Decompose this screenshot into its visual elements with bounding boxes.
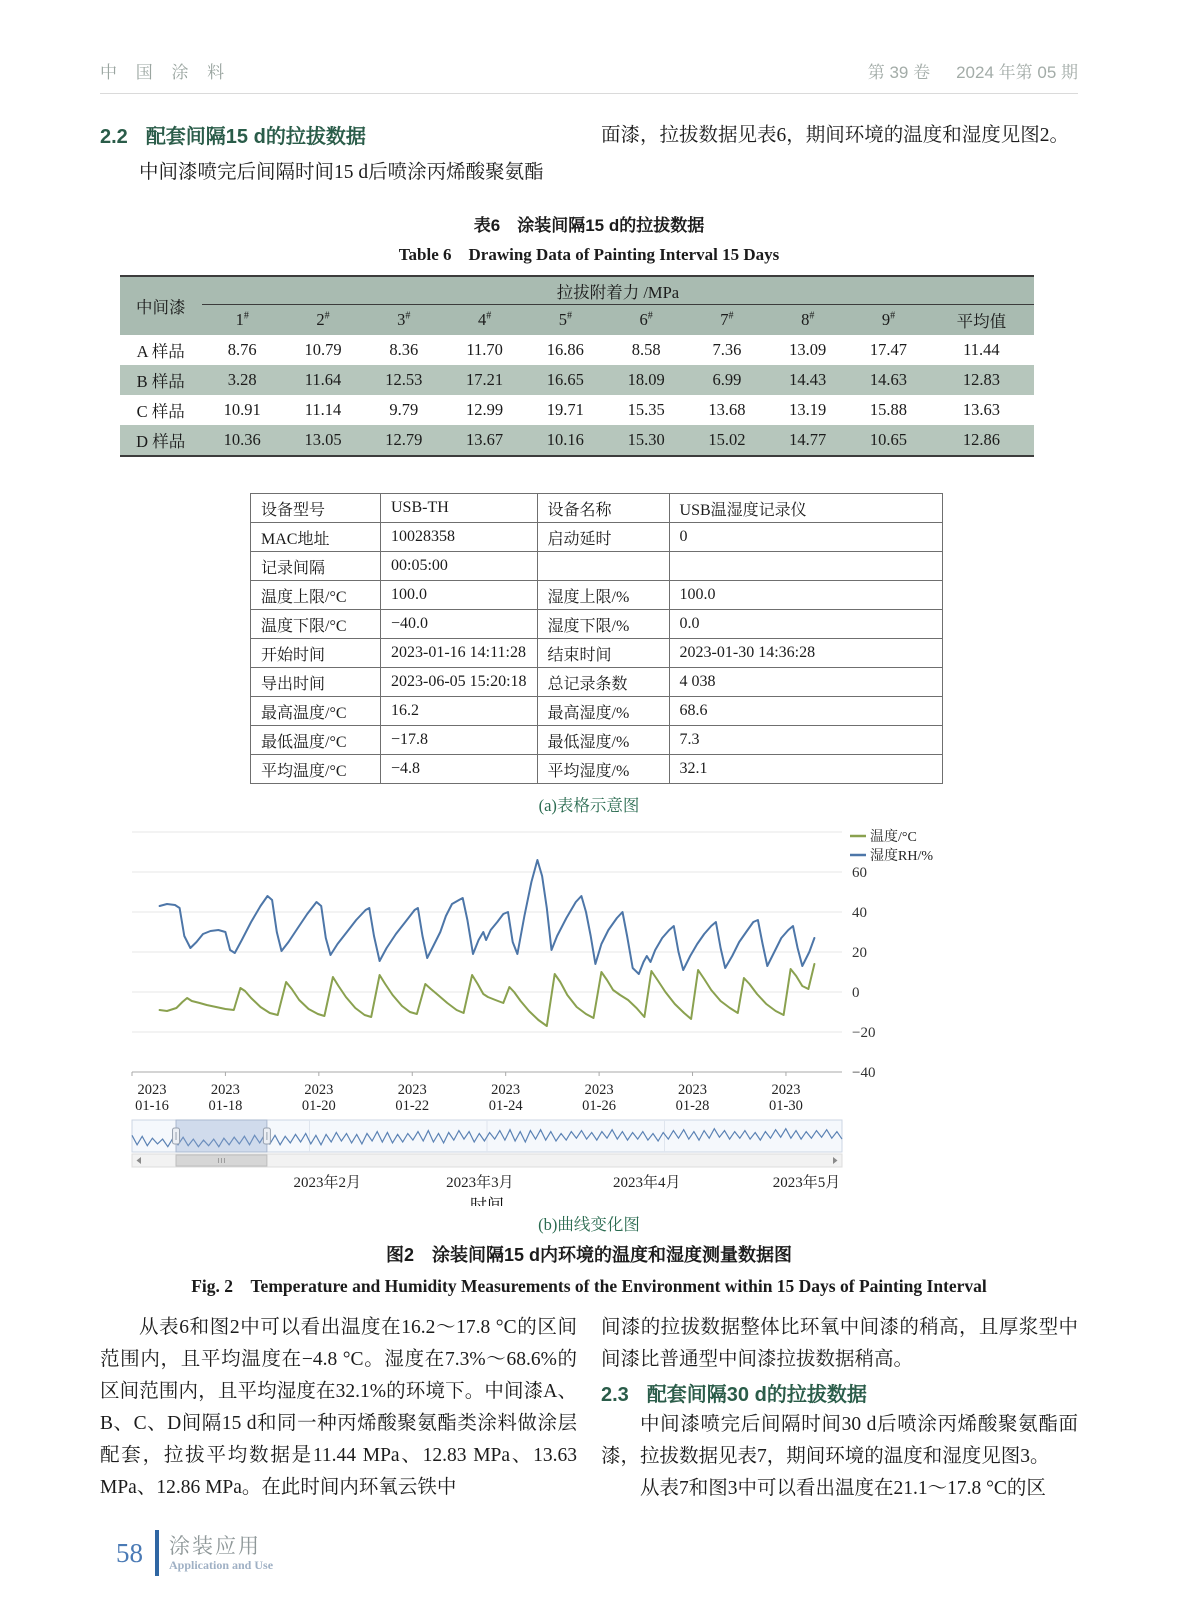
device-table-cell: 设备型号 xyxy=(251,494,381,523)
device-table-cell: 导出时间 xyxy=(251,668,381,697)
page-footer xyxy=(116,1530,273,1576)
table6-col-header: 8# xyxy=(767,305,848,336)
table6-cell: 10.65 xyxy=(848,425,929,456)
device-table-cell: 湿度下限/% xyxy=(537,610,669,639)
y-tick-label: −20 xyxy=(852,1025,876,1041)
device-table-cell: 最高温度/°C xyxy=(251,697,381,726)
device-info-table xyxy=(250,493,943,784)
device-table-row xyxy=(251,494,943,523)
table6-col-header: 1# xyxy=(202,305,283,336)
section-2-2-title: 配套间隔15 d的拉拔数据 xyxy=(145,126,366,148)
device-table-cell: 0 xyxy=(669,523,942,552)
device-table-cell: 4 038 xyxy=(669,668,942,697)
table6-col-header: 3# xyxy=(363,305,444,336)
table6-cell: 19.71 xyxy=(546,400,584,419)
navigator-month-label: 2023年5月 xyxy=(772,1175,841,1191)
x-tick-label-date: 01-22 xyxy=(395,1098,430,1114)
discussion-right-paragraph-2: 中间漆喷完后间隔时间30 d后喷涂丙烯酸聚氨酯面漆，拉拔数据见表7，期间环境的温度和湿度见图3。 xyxy=(601,1414,1078,1467)
table6-head xyxy=(120,276,1034,335)
x-tick-label-date: 01-30 xyxy=(769,1098,803,1114)
table6-row xyxy=(120,365,1034,395)
device-table-cell xyxy=(669,552,942,581)
table6-body xyxy=(120,335,1034,456)
volume-label: 第 39 卷 xyxy=(867,63,931,82)
x-axis-title: 时间 xyxy=(470,1196,504,1206)
series-temperature xyxy=(160,964,815,1026)
device-table-cell: 100.0 xyxy=(381,581,538,610)
device-table-cell: 10028358 xyxy=(381,523,538,552)
section-2-2-paragraph-left: 中间漆喷完后间隔时间15 d后喷涂丙烯酸聚氨酯 xyxy=(139,162,544,183)
footer-section-en: Application and Use xyxy=(169,1558,274,1572)
device-table-cell: −4.8 xyxy=(381,755,538,784)
x-tick-label-date: 01-20 xyxy=(301,1098,336,1114)
device-table-cell: 100.0 xyxy=(669,581,942,610)
device-table-cell: 最低温度/°C xyxy=(251,726,381,755)
device-table-cell: 平均湿度/% xyxy=(537,755,669,784)
device-table-cell: USB-TH xyxy=(381,494,538,523)
device-table-cell: 7.3 xyxy=(669,726,942,755)
table6-cell: 11.70 xyxy=(466,340,503,359)
device-table-row xyxy=(251,581,943,610)
device-table-row xyxy=(251,668,943,697)
y-tick-label: −40 xyxy=(852,1065,876,1081)
table6-sample-label: A 样品 xyxy=(136,342,185,361)
device-table-cell: 最高湿度/% xyxy=(537,697,669,726)
table6-cell: 14.77 xyxy=(767,425,848,456)
x-tick-label: 2023 xyxy=(304,1082,334,1098)
section-2-3-number: 2.3 xyxy=(601,1384,629,1406)
table6-caption-en: Table 6 Drawing Data of Painting Interval 15 Days xyxy=(398,245,780,264)
device-table-cell: −17.8 xyxy=(381,726,538,755)
device-table-cell: USB温湿度记录仪 xyxy=(669,494,942,523)
table6-cell: 7.36 xyxy=(712,340,742,359)
navigator-month-label: 2023年4月 xyxy=(612,1175,681,1191)
device-table-cell: −40.0 xyxy=(381,610,538,639)
device-table-cell: 最低湿度/% xyxy=(537,726,669,755)
table6-cell: 12.83 xyxy=(929,365,1034,395)
device-table-cell xyxy=(537,552,669,581)
x-tick-label: 2023 xyxy=(397,1082,427,1098)
header-rule xyxy=(100,93,1078,94)
device-table-row xyxy=(251,697,943,726)
table6-cell: 10.79 xyxy=(304,340,342,359)
section-2-2-heading xyxy=(100,120,577,149)
table6 xyxy=(120,275,1034,457)
table6-cell: 18.09 xyxy=(606,365,687,395)
table6-col-header: 9# xyxy=(848,305,929,336)
footer-section-cn: 涂装应用 xyxy=(169,1534,261,1558)
footer-divider-bar xyxy=(155,1530,159,1576)
y-tick-label: 0 xyxy=(852,985,860,1001)
table6-cell: 12.86 xyxy=(929,425,1034,456)
figure2-chart xyxy=(124,824,964,1206)
device-table-cell: 32.1 xyxy=(669,755,942,784)
page-number: 58 xyxy=(116,1537,143,1568)
device-table-cell: 0.0 xyxy=(669,610,942,639)
device-table-body xyxy=(251,494,943,784)
x-tick-label: 2023 xyxy=(491,1082,521,1098)
table6-row-header: 中间漆 xyxy=(120,276,202,335)
x-tick-label-date: 01-26 xyxy=(582,1098,617,1114)
x-tick-label: 2023 xyxy=(210,1082,240,1098)
intro-columns xyxy=(100,120,1078,189)
table6-cell: 10.36 xyxy=(202,425,283,456)
table6-cell: 12.99 xyxy=(466,400,504,419)
figure2-caption-cn: 图2 涂装间隔15 d内环境的温度和湿度测量数据图 xyxy=(385,1245,793,1265)
device-table-row xyxy=(251,552,943,581)
table6-col-header: 7# xyxy=(687,305,768,336)
table6-cell: 15.88 xyxy=(869,400,908,419)
table6-group-header: 拉拔附着力 /MPa xyxy=(202,276,1034,305)
x-tick-label: 2023 xyxy=(678,1082,708,1098)
table6-col-header: 4# xyxy=(444,305,525,336)
table6-cell: 10.16 xyxy=(525,425,606,456)
device-table-row xyxy=(251,726,943,755)
discussion-left-column xyxy=(100,1312,577,1505)
device-table-cell: 总记录条数 xyxy=(537,668,669,697)
table6-cell: 8.58 xyxy=(631,340,661,359)
subfigure-b-caption: (b)曲线变化图 xyxy=(538,1215,640,1234)
figure2-caption-en: Fig. 2 Temperature and Humidity Measurements of the Environment within 15 Days of Painting Interval xyxy=(191,1276,987,1296)
legend-label: 湿度RH/% xyxy=(870,849,933,864)
table6-cell: 13.63 xyxy=(962,400,1000,419)
table6-col-header: 6# xyxy=(606,305,687,336)
table6-avg-header: 平均值 xyxy=(929,305,1034,336)
table6-row xyxy=(120,425,1034,456)
y-tick-label: 60 xyxy=(852,865,867,881)
figure2-chart-wrap xyxy=(124,824,964,1211)
table6-sample-label: D 样品 xyxy=(120,425,202,456)
intro-left-column xyxy=(100,120,577,189)
table6-cell: 11.64 xyxy=(283,365,364,395)
x-tick-label: 2023 xyxy=(584,1082,614,1098)
table6-cell: 13.05 xyxy=(283,425,364,456)
table6-cell: 13.68 xyxy=(708,400,746,419)
device-table-cell: 湿度上限/% xyxy=(537,581,669,610)
section-2-2-paragraph-right: 面漆，拉拔数据见表6，期间环境的温度和湿度见图2。 xyxy=(601,125,1070,146)
table6-cell: 13.09 xyxy=(789,340,827,359)
device-table-cell: 启动延时 xyxy=(537,523,669,552)
x-tick-label-date: 01-24 xyxy=(488,1098,523,1114)
device-table-row xyxy=(251,610,943,639)
table6-cell: 15.30 xyxy=(606,425,687,456)
device-table-cell: 平均温度/°C xyxy=(251,755,381,784)
table6-cell: 8.76 xyxy=(227,340,257,359)
x-tick-label-date: 01-28 xyxy=(675,1098,710,1114)
intro-right-column xyxy=(601,120,1078,189)
table6-cell: 13.67 xyxy=(444,425,525,456)
table6-cell: 12.79 xyxy=(363,425,444,456)
device-table-cell: 00:05:00 xyxy=(381,552,538,581)
device-table-cell: 68.6 xyxy=(669,697,942,726)
table6-caption-cn: 表6 涂装间隔15 d的拉拔数据 xyxy=(473,216,705,235)
journal-name: 中 国 涂 料 xyxy=(100,63,232,82)
x-tick-label: 2023 xyxy=(137,1082,167,1098)
device-table-row xyxy=(251,639,943,668)
device-table-cell: 2023-01-30 14:36:28 xyxy=(669,639,942,668)
device-table-cell: 结束时间 xyxy=(537,639,669,668)
table6-cell: 12.53 xyxy=(363,365,444,395)
table6-cell: 17.21 xyxy=(444,365,525,395)
discussion-columns xyxy=(100,1312,1078,1505)
issue-label: 2024 年第 05 期 xyxy=(956,63,1078,82)
table6-cell: 9.79 xyxy=(389,400,419,419)
table6-cell: 16.86 xyxy=(546,340,584,359)
device-table-cell: 设备名称 xyxy=(537,494,669,523)
table6-cell: 17.47 xyxy=(869,340,908,359)
subfigure-a-caption: (a)表格示意图 xyxy=(538,796,640,815)
x-tick-label: 2023 xyxy=(771,1082,801,1098)
navigator-month-label: 2023年3月 xyxy=(446,1175,514,1191)
table6-row xyxy=(120,335,1034,365)
discussion-right-paragraph-1: 间漆的拉拔数据整体比环氧中间漆的稍高，且厚浆型中间漆比普通型中间漆拉拔数据稍高。 xyxy=(601,1317,1078,1370)
table6-cell: 3.28 xyxy=(202,365,283,395)
table6-cell: 8.36 xyxy=(389,340,419,359)
y-tick-label: 20 xyxy=(852,945,867,961)
footer-section xyxy=(169,1534,273,1572)
table6-cell: 13.19 xyxy=(789,400,827,419)
device-table-cell: 温度下限/°C xyxy=(251,610,381,639)
table6-cell: 14.43 xyxy=(767,365,848,395)
device-table-row xyxy=(251,523,943,552)
table6-cell: 15.35 xyxy=(627,400,665,419)
device-table-cell: 16.2 xyxy=(381,697,538,726)
device-table-cell: 温度上限/°C xyxy=(251,581,381,610)
table6-cell: 10.91 xyxy=(223,400,261,419)
table6-cell: 11.14 xyxy=(304,400,342,419)
x-tick-label-date: 01-16 xyxy=(135,1098,169,1114)
table6-row xyxy=(120,395,1034,425)
table6-col-header: 2# xyxy=(283,305,364,336)
device-table-row xyxy=(251,755,943,784)
page-header xyxy=(100,58,1078,83)
table6-col-header: 5# xyxy=(525,305,606,336)
navigator-selection[interactable] xyxy=(176,1120,267,1152)
discussion-left-paragraph: 从表6和图2中可以看出温度在16.2～17.8 °C的区间范围内，且平均温度在−4.8 °C。湿度在7.3%～68.6%的区间范围内，且平均湿度在32.1%的环境下。中间漆A、B、C、D间隔15 d和同一种丙烯酸聚氨酯类涂料做涂层配套，拉拔平均数据是11.44 MPa、12.83 MPa、13.63 MPa、12.86 MPa。在此时间内环氧云铁中 xyxy=(100,1317,577,1498)
section-2-3-heading xyxy=(601,1378,1078,1407)
navigator-month-label: 2023年2月 xyxy=(293,1175,362,1191)
table6-cell: 16.65 xyxy=(525,365,606,395)
table6-cell: 11.44 xyxy=(963,340,1000,359)
device-table-cell: 2023-06-05 15:20:18 xyxy=(381,668,538,697)
series-humidity xyxy=(160,860,815,974)
device-table-cell: 记录间隔 xyxy=(251,552,381,581)
table6-cell: 14.63 xyxy=(848,365,929,395)
section-2-2-number: 2.2 xyxy=(100,126,128,148)
table6-sample-label: B 样品 xyxy=(120,365,202,395)
device-table-cell: MAC地址 xyxy=(251,523,381,552)
section-2-3-title: 配套间隔30 d的拉拔数据 xyxy=(646,1384,867,1406)
y-tick-label: 40 xyxy=(852,905,867,921)
table6-cell: 15.02 xyxy=(687,425,768,456)
table6-sample-label: C 样品 xyxy=(136,402,185,421)
discussion-right-column xyxy=(601,1312,1078,1505)
device-table-cell: 2023-01-16 14:11:28 xyxy=(381,639,538,668)
discussion-right-paragraph-3: 从表7和图3中可以看出温度在21.1～17.8 °C的区 xyxy=(640,1478,1046,1499)
table6-cell: 6.99 xyxy=(687,365,768,395)
legend-label: 温度/°C xyxy=(870,830,917,845)
device-table-cell: 开始时间 xyxy=(251,639,381,668)
x-tick-label-date: 01-18 xyxy=(208,1098,243,1114)
volume-issue xyxy=(842,58,1078,83)
